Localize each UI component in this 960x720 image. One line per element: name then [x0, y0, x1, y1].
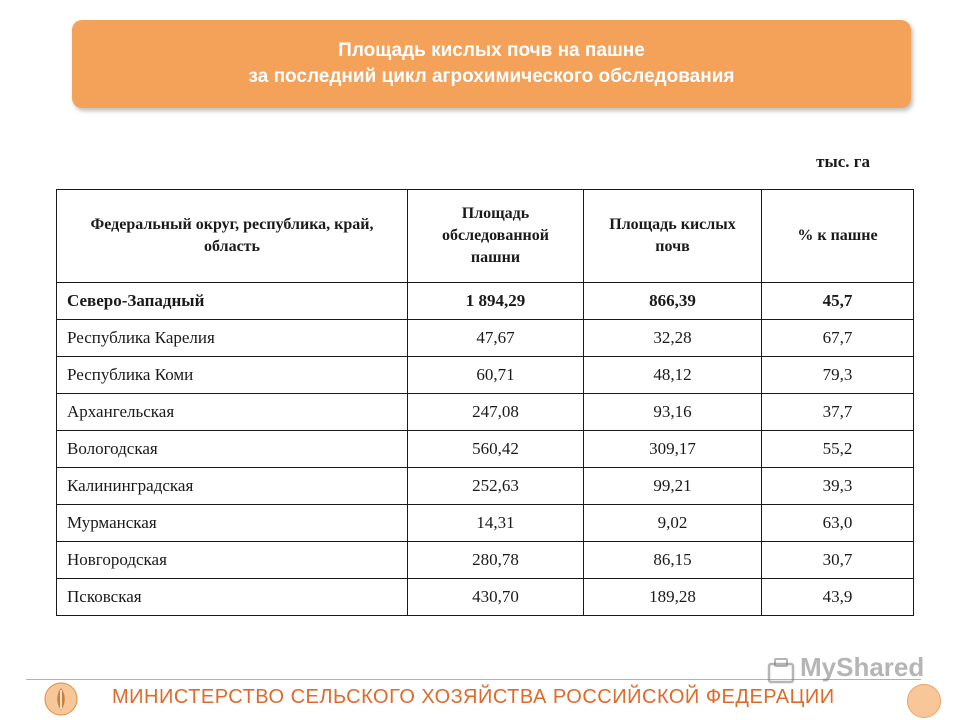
- cell-acidic-area: 86,15: [584, 542, 762, 579]
- cell-percent: 37,7: [762, 394, 914, 431]
- slide-title-banner: [72, 20, 911, 108]
- cell-region: Новгородская: [57, 542, 408, 579]
- header-acidic-area: Площадь кислых почв: [584, 190, 762, 283]
- table-header-row: [57, 190, 914, 283]
- slide-title-line-2: за последний цикл агрохимического обследования: [248, 66, 735, 87]
- ministry-emblem-icon: [44, 682, 78, 716]
- cell-surveyed-area: 1 894,29: [408, 283, 584, 320]
- cell-surveyed-area: 430,70: [408, 579, 584, 616]
- cell-acidic-area: 9,02: [584, 505, 762, 542]
- units-label: тыс. га: [816, 152, 870, 171]
- slide-title-line-1: Площадь кислых почв на пашне: [338, 40, 645, 61]
- cell-region: Республика Карелия: [57, 320, 408, 357]
- cell-acidic-area: 93,16: [584, 394, 762, 431]
- header-surveyed-area: Площадь обследованной пашни: [408, 190, 584, 283]
- cell-acidic-area: 189,28: [584, 579, 762, 616]
- cell-region: Калининградская: [57, 468, 408, 505]
- watermark-text: MyShared: [800, 652, 925, 682]
- cell-region: Мурманская: [57, 505, 408, 542]
- cell-region: Вологодская: [57, 431, 408, 468]
- acidic-soils-table: [56, 189, 914, 616]
- table-row: [57, 579, 914, 616]
- table-row: [57, 320, 914, 357]
- cell-percent: 63,0: [762, 505, 914, 542]
- cell-surveyed-area: 560,42: [408, 431, 584, 468]
- cell-surveyed-area: 47,67: [408, 320, 584, 357]
- cell-surveyed-area: 60,71: [408, 357, 584, 394]
- cell-region: Псковская: [57, 579, 408, 616]
- cell-percent: 79,3: [762, 357, 914, 394]
- cell-acidic-area: 866,39: [584, 283, 762, 320]
- cell-surveyed-area: 252,63: [408, 468, 584, 505]
- table-row: [57, 468, 914, 505]
- cell-region: Северо-Западный: [57, 283, 408, 320]
- cell-acidic-area: 309,17: [584, 431, 762, 468]
- cell-percent: 67,7: [762, 320, 914, 357]
- cell-percent: 43,9: [762, 579, 914, 616]
- cell-percent: 45,7: [762, 283, 914, 320]
- cell-acidic-area: 48,12: [584, 357, 762, 394]
- table-row: [57, 283, 914, 320]
- cell-percent: 39,3: [762, 468, 914, 505]
- table-row: [57, 431, 914, 468]
- cell-acidic-area: 32,28: [584, 320, 762, 357]
- header-region: Федеральный округ, республика, край, область: [57, 190, 408, 283]
- table-row: [57, 505, 914, 542]
- table-row: [57, 394, 914, 431]
- cell-percent: 55,2: [762, 431, 914, 468]
- corner-decoration: [907, 684, 941, 718]
- cell-region: Республика Коми: [57, 357, 408, 394]
- table-row: [57, 542, 914, 579]
- cell-surveyed-area: 14,31: [408, 505, 584, 542]
- cell-percent: 30,7: [762, 542, 914, 579]
- cell-surveyed-area: 247,08: [408, 394, 584, 431]
- header-percent: % к пашне: [762, 190, 914, 283]
- cell-region: Архангельская: [57, 394, 408, 431]
- cell-acidic-area: 99,21: [584, 468, 762, 505]
- footer-ministry-name: МИНИСТЕРСТВО СЕЛЬСКОГО ХОЗЯЙСТВА РОССИЙСКОЙ ФЕДЕРАЦИИ: [112, 686, 835, 708]
- table-row: [57, 357, 914, 394]
- cell-surveyed-area: 280,78: [408, 542, 584, 579]
- myshared-logo-icon: [766, 656, 796, 686]
